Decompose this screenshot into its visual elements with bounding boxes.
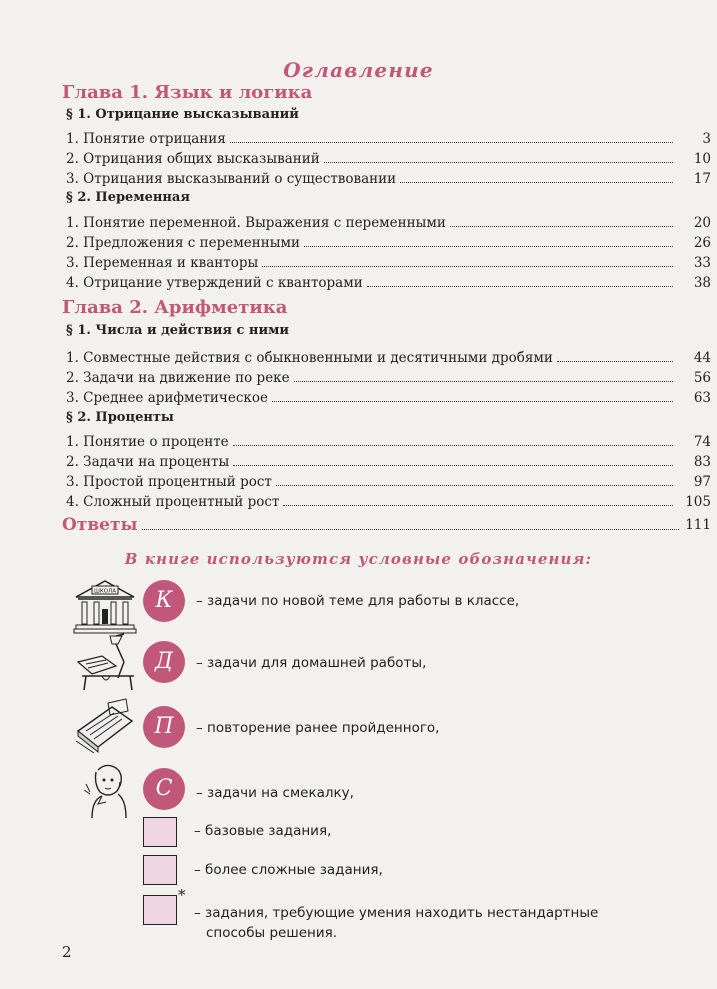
toc-entry-text: 2. Отрицания общих высказываний <box>66 151 320 167</box>
letter-s-marker: С <box>143 768 185 810</box>
letter-d-marker: Д <box>143 641 185 683</box>
nonstandard-task-square <box>143 895 177 925</box>
dot-leader <box>294 380 673 382</box>
dot-leader <box>262 265 673 267</box>
legend-text-p: – повторение ранее пройденного, <box>196 720 440 736</box>
basic-task-square <box>143 817 177 847</box>
dot-leader <box>272 400 673 402</box>
dot-leader <box>324 161 673 163</box>
toc-entry-text: 1. Понятие о проценте <box>66 434 229 450</box>
toc-entry[interactable] <box>66 251 711 271</box>
toc-entry-text: 1. Совместные действия с обыкновенными и десятичными дробями <box>66 350 553 366</box>
toc-entry-page: 97 <box>693 474 711 490</box>
toc-entry[interactable] <box>66 386 711 406</box>
dot-leader <box>450 225 673 227</box>
toc-entry[interactable] <box>66 127 711 147</box>
toc-title: Оглавление <box>283 58 434 82</box>
toc-entry[interactable] <box>66 271 711 291</box>
toc-entry-text: 3. Среднее арифметическое <box>66 390 268 406</box>
legend-text-d: – задачи для домашней работы, <box>196 655 427 671</box>
legend-text-nonstandard: – задания, требующие умения находить нестандартные <box>194 905 599 921</box>
legend-heading: В книге используются условные обозначения: <box>124 550 593 568</box>
school-building-icon <box>72 575 138 635</box>
toc-entry-page: 44 <box>693 350 711 366</box>
section-2-2-title: § 2. Проценты <box>66 410 174 425</box>
dot-leader <box>276 484 673 486</box>
harder-task-square <box>143 855 177 885</box>
legend-text-basic: – базовые задания, <box>194 823 332 839</box>
toc-entry-page: 83 <box>693 454 711 470</box>
toc-entry-text: 4. Отрицание утверждений с кванторами <box>66 275 363 291</box>
toc-entry-text: 4. Сложный процентный рост <box>66 494 280 510</box>
toc-answers-entry[interactable] <box>62 511 711 535</box>
toc-entry-page: 3 <box>702 131 711 147</box>
toc-entry-page: 20 <box>693 215 711 231</box>
chapter-1-title: Глава 1. Язык и логика <box>62 82 313 103</box>
toc-entry-page: 10 <box>693 151 711 167</box>
toc-entry-text: 1. Понятие переменной. Выражения с переменными <box>66 215 446 231</box>
thinking-person-icon <box>72 760 138 820</box>
toc-entry[interactable] <box>66 490 711 510</box>
toc-entry-page: 105 <box>685 494 711 510</box>
letter-p-marker: П <box>143 706 185 748</box>
dot-leader <box>400 181 673 183</box>
page-number: 2 <box>62 943 72 961</box>
answers-title: Ответы <box>62 515 138 535</box>
asterisk-mark: * <box>178 886 186 904</box>
toc-entry[interactable] <box>66 366 711 386</box>
desk-lamp-icon <box>72 632 138 692</box>
toc-entry[interactable] <box>66 450 711 470</box>
section-2-1-title: § 1. Числа и действия с ними <box>66 323 290 338</box>
toc-entry[interactable] <box>66 346 711 366</box>
toc-entry-text: 3. Простой процентный рост <box>66 474 272 490</box>
dot-leader <box>233 464 673 466</box>
dot-leader <box>557 360 673 362</box>
toc-entry-page: 26 <box>693 235 711 251</box>
school-sign-text: ШКОЛА <box>93 588 117 595</box>
toc-entry[interactable] <box>66 430 711 450</box>
legend-text-harder: – более сложные задания, <box>194 862 383 878</box>
dot-leader <box>233 444 673 446</box>
dot-leader <box>230 141 673 143</box>
toc-entry-text: 2. Задачи на движение по реке <box>66 370 290 386</box>
chapter-2-title: Глава 2. Арифметика <box>62 297 288 318</box>
toc-entry[interactable] <box>66 147 711 167</box>
toc-entry-text: 3. Переменная и кванторы <box>66 255 259 271</box>
dot-leader <box>367 285 673 287</box>
toc-entry[interactable] <box>66 470 711 490</box>
toc-entry-page: 38 <box>693 275 711 291</box>
legend-text-nonstandard-line2: способы решения. <box>206 925 338 941</box>
books-icon <box>72 695 138 755</box>
letter-k-marker: К <box>143 580 185 622</box>
toc-entry[interactable] <box>66 211 711 231</box>
section-1-2-title: § 2. Переменная <box>66 190 190 205</box>
section-1-1-title: § 1. Отрицание высказываний <box>66 107 299 122</box>
toc-entry-page: 63 <box>693 390 711 406</box>
toc-entry[interactable] <box>66 231 711 251</box>
dot-leader <box>142 529 680 530</box>
toc-entry-text: 2. Предложения с переменными <box>66 235 301 251</box>
dot-leader <box>283 504 673 506</box>
toc-entry[interactable] <box>66 167 711 187</box>
legend-text-s: – задачи на смекалку, <box>196 785 354 801</box>
answers-page: 111 <box>685 517 711 533</box>
legend-text-k: – задачи по новой теме для работы в классе, <box>196 593 520 609</box>
toc-entry-text: 2. Задачи на проценты <box>66 454 230 470</box>
toc-entry-page: 74 <box>693 434 711 450</box>
dot-leader <box>304 245 673 247</box>
toc-entry-text: 3. Отрицания высказываний о существовании <box>66 171 397 187</box>
toc-entry-text: 1. Понятие отрицания <box>66 131 226 147</box>
toc-entry-page: 33 <box>693 255 711 271</box>
toc-entry-page: 56 <box>693 370 711 386</box>
toc-entry-page: 17 <box>693 171 711 187</box>
